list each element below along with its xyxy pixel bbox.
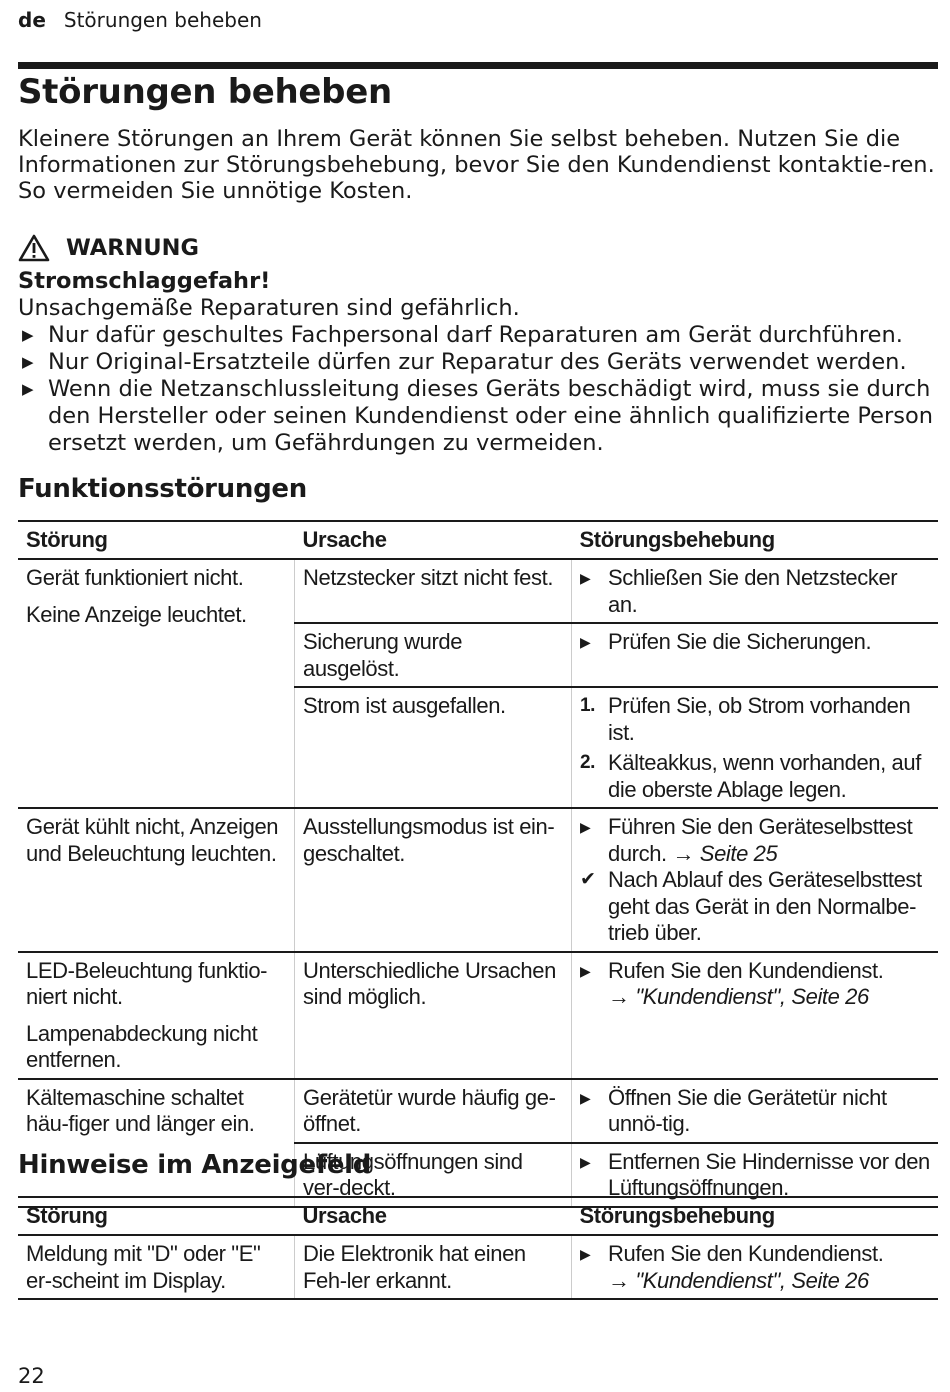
bullet-triangle-icon: ▶	[580, 1089, 591, 1106]
arrow-right-icon: →	[608, 984, 630, 1009]
table-row	[18, 952, 938, 1079]
warning-heading	[18, 228, 943, 268]
column-header-cause: Ursache	[295, 521, 572, 559]
warning-subheading: Stromschlaggefahr!	[18, 268, 271, 294]
remedy-cell: ▶ Öffnen Sie die Gerätetür nicht unnö-tig.	[572, 1079, 939, 1143]
cause-cell: Gerätetür wurde häufig ge-öffnet.	[295, 1079, 572, 1143]
arrow-right-icon: →	[672, 840, 695, 866]
intro-paragraph: Kleinere Störungen an Ihrem Gerät können Sie selbst beheben. Nutzen Sie die Informationen zur Störungsbehebung, bevor Sie den Kundendienst kontaktie-ren. So vermeiden Sie unnötige Kosten.	[18, 126, 935, 204]
page-reference-link[interactable]: → Seite 25	[672, 840, 778, 866]
table-row	[18, 1079, 938, 1143]
running-header	[18, 8, 262, 32]
page-title: Störungen beheben	[18, 72, 392, 112]
cause-cell: Netzstecker sitzt nicht fest.	[295, 559, 572, 623]
language-code: de	[18, 8, 46, 32]
remedy-cell: ▶ Schließen Sie den Netzstecker an.	[572, 559, 939, 623]
bullet-triangle-icon: ▶	[22, 326, 34, 344]
column-header-cause: Ursache	[295, 1197, 572, 1235]
step-number: 1.	[580, 695, 596, 716]
column-header-fault: Störung	[18, 521, 295, 559]
cause-cell: Sicherung wurde ausgelöst.	[295, 623, 572, 687]
bullet-triangle-icon: ▶	[580, 634, 591, 650]
table-row	[18, 1235, 938, 1299]
fault-cell: Meldung mit "D" oder "E" er-scheint im Display.	[18, 1235, 295, 1299]
bullet-triangle-icon: ▶	[22, 353, 34, 371]
bullet-triangle-icon: ▶	[580, 1153, 591, 1170]
fault-table	[18, 520, 938, 1208]
fault-cell: LED-Beleuchtung funktio-niert nicht. Lampenabdeckung nicht entfernen.	[18, 952, 295, 1079]
page-reference-link[interactable]: → "Kundendienst", Seite 26	[608, 984, 869, 1009]
display-notes-table	[18, 1196, 938, 1300]
cause-cell: Ausstellungsmodus ist ein-geschaltet.	[295, 808, 572, 952]
arrow-right-icon: →	[608, 1267, 630, 1293]
table-row	[18, 808, 938, 952]
warning-list	[18, 322, 943, 457]
remedy-cell: 1. Prüfen Sie, ob Strom vorhanden ist. 2. Kälteakkus, wenn vorhanden, auf die oberste Ablage legen.	[572, 687, 939, 808]
fault-cell: Kältemaschine schaltet häu-figer und länger ein.	[18, 1079, 295, 1207]
remedy-cell: ▶ Rufen Sie den Kundendienst. → "Kundendienst", Seite 26	[572, 1235, 939, 1299]
warning-item: ▶ Nur Original-Ersatzteile dürfen zur Reparatur des Geräts verwendet werden.	[22, 349, 907, 375]
fault-cell: Gerät funktioniert nicht. Keine Anzeige leuchtet.	[18, 559, 295, 808]
warning-text: Unsachgemäße Reparaturen sind gefährlich.	[18, 295, 520, 321]
table-row	[18, 559, 938, 623]
bullet-triangle-icon: ▶	[580, 962, 591, 979]
step-number: 2.	[580, 752, 596, 773]
bullet-triangle-icon: ▶	[580, 1246, 591, 1262]
section-title-funktionsstoerungen: Funktionsstörungen	[18, 474, 307, 504]
cause-cell: Lüftungsöffnungen sind ver-deckt.	[295, 1143, 572, 1207]
page-reference-link[interactable]: → "Kundendienst", Seite 26	[608, 1267, 869, 1293]
remedy-cell: ▶ Führen Sie den Geräteselbsttest durch. → Seite 25 ✔ Nach Ablauf des Geräteselbsttest geht das Gerät in den Normalbe-trieb über.	[572, 808, 939, 952]
column-header-remedy: Störungsbehebung	[572, 521, 939, 559]
remedy-cell: ▶ Entfernen Sie Hindernisse vor den Lüftungsöffnungen.	[572, 1143, 939, 1207]
column-header-remedy: Störungsbehebung	[572, 1197, 939, 1235]
cause-cell: Unterschiedliche Ursachen sind möglich.	[295, 952, 572, 1079]
running-header-title: Störungen beheben	[63, 8, 262, 32]
warning-box	[18, 228, 943, 457]
column-header-fault: Störung	[18, 1197, 295, 1235]
header-rule	[18, 62, 938, 69]
fault-cell: Gerät kühlt nicht, Anzeigen und Beleuchtung leuchten.	[18, 808, 295, 952]
warning-triangle-icon	[18, 234, 50, 262]
bullet-triangle-icon: ▶	[22, 380, 34, 398]
bullet-triangle-icon: ▶	[580, 570, 591, 586]
cause-cell: Die Elektronik hat einen Feh-ler erkannt.	[295, 1235, 572, 1299]
warning-item: ▶ Wenn die Netzanschlussleitung dieses Geräts beschädigt wird, muss sie durch den Hersteller oder seinen Kundendienst oder eine ähnlich qualifizierte Person ersetzt werden, um Gefährdungen zu vermeiden.	[22, 376, 934, 456]
remedy-cell: ▶ Rufen Sie den Kundendienst. → "Kundendienst", Seite 26	[572, 952, 939, 1079]
cause-cell: Strom ist ausgefallen.	[295, 687, 572, 808]
checkmark-icon: ✔	[580, 869, 596, 890]
bullet-triangle-icon: ▶	[580, 819, 591, 835]
warning-label: WARNUNG	[66, 234, 199, 261]
page-number: 22	[18, 1364, 45, 1388]
remedy-cell: ▶ Prüfen Sie die Sicherungen.	[572, 623, 939, 687]
warning-item: ▶ Nur dafür geschultes Fachpersonal darf Reparaturen am Gerät durchführen.	[22, 322, 903, 348]
section-title-hinweise: Hinweise im Anzeigefeld	[18, 1150, 372, 1180]
